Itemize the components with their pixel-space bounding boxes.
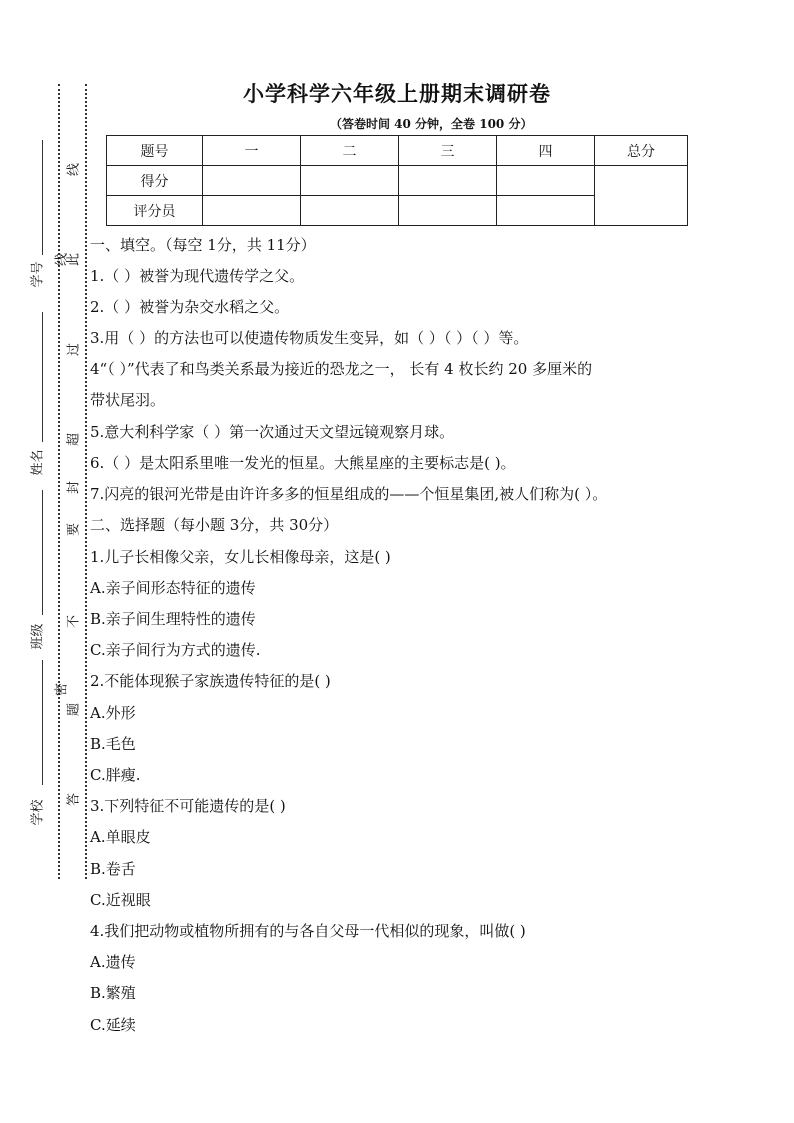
choice-option: A.亲子间形态特征的遗传 — [90, 579, 256, 597]
binding-dotted-line-outer — [58, 84, 60, 879]
name-underline — [42, 312, 43, 442]
table-header-cell: 题号 — [107, 136, 203, 166]
class-label: 班级 — [30, 623, 46, 650]
exam-info: （答卷时间 40 分钟，全卷 100 分） — [330, 117, 533, 131]
table-header-row — [107, 136, 688, 166]
question-item: 7.闪亮的银河光带是由许许多多的恒星组成的——个恒星集团,被人们称为( ）。 — [90, 485, 608, 503]
score-cell[interactable] — [497, 166, 595, 196]
table-header-cell: 三 — [399, 136, 497, 166]
choice-option: B.毛色 — [90, 735, 136, 753]
section-heading-multiple-choice: 二、选择题（每小题 3分，共 30分） — [90, 516, 339, 534]
grader-cell[interactable] — [203, 196, 301, 226]
question-item: 4“（ ）”代表了和鸟类关系最为接近的恐龙之一， 长有 4 枚长约 20 多厘米的 — [90, 360, 593, 378]
grader-cell[interactable] — [497, 196, 595, 226]
choice-option: A.遗传 — [90, 953, 136, 971]
question-item: 6.（ ）是太阳系里唯一发光的恒星。大熊星座的主要标志是( )。 — [90, 454, 516, 472]
choice-option: B.亲子间生理特性的遗传 — [90, 610, 256, 628]
question-item: 2.（ ）被誉为杂交水稻之父。 — [90, 298, 290, 316]
section-heading-fill-in: 一、填空。（每空 1分，共 11分） — [90, 236, 316, 254]
score-cell[interactable] — [399, 166, 497, 196]
warning-char: 不 — [66, 615, 82, 629]
question-item: 3.下列特征不可能遗传的是( ) — [90, 797, 286, 815]
table-row-label: 评分员 — [107, 196, 203, 226]
warning-char: 题 — [66, 703, 82, 717]
grader-cell[interactable] — [399, 196, 497, 226]
student-id-underline — [42, 140, 43, 255]
table-header-cell: 总分 — [595, 136, 688, 166]
choice-option: B.卷舌 — [90, 860, 136, 878]
question-item: 1.（ ）被誉为现代遗传学之父。 — [90, 267, 305, 285]
question-item: 3.用（ ）的方法也可以使遗传物质发生变异，如（ ）（ ）（ ）等。 — [90, 329, 529, 347]
school-label: 学校 — [30, 799, 46, 826]
table-row — [107, 166, 688, 196]
warning-char: 线 — [66, 163, 82, 177]
warning-char: 要 — [66, 523, 82, 537]
score-table — [106, 135, 688, 226]
table-header-cell: 二 — [301, 136, 399, 166]
warning-char: 超 — [66, 433, 82, 447]
warning-char: 答 — [66, 793, 82, 807]
question-item: 1.儿子长相像父亲，女儿长相像母亲，这是( ) — [90, 548, 391, 566]
student-id-label: 学号 — [30, 261, 46, 288]
question-item: 4.我们把动物或植物所拥有的与各自父母一代相似的现象，叫做( ) — [90, 922, 526, 940]
choice-option: A.单眼皮 — [90, 828, 151, 846]
warning-char: 过 — [66, 343, 82, 357]
score-cell[interactable] — [301, 166, 399, 196]
choice-option: C.胖瘦. — [90, 766, 141, 784]
name-label: 姓名 — [30, 449, 46, 476]
warning-char: 封 — [66, 481, 82, 495]
score-cell[interactable] — [203, 166, 301, 196]
warning-char: 密 — [54, 683, 70, 697]
table-header-cell: 四 — [497, 136, 595, 166]
school-underline — [42, 660, 43, 785]
question-item: 2.不能体现猴子家族遗传特征的是( ) — [90, 672, 331, 690]
choice-option: C.亲子间行为方式的遗传. — [90, 641, 261, 659]
question-item: 5.意大利科学家（ ）第一次通过天文望远镜观察月球。 — [90, 423, 455, 441]
grader-cell[interactable] — [301, 196, 399, 226]
total-score-cell[interactable] — [595, 166, 688, 226]
choice-option: C.延续 — [90, 1016, 136, 1034]
warning-char: 线 — [54, 253, 70, 267]
table-row-label: 得分 — [107, 166, 203, 196]
class-underline — [42, 490, 43, 615]
choice-option: B.繁殖 — [90, 984, 136, 1002]
choice-option: A.外形 — [90, 704, 136, 722]
binding-dotted-line-inner — [85, 84, 87, 879]
table-header-cell: 一 — [203, 136, 301, 166]
choice-option: C.近视眼 — [90, 891, 151, 909]
question-item: 带状尾羽。 — [90, 391, 166, 409]
warning-char: 此 — [66, 253, 82, 267]
page-title: 小学科学六年级上册期末调研卷 — [243, 82, 551, 106]
